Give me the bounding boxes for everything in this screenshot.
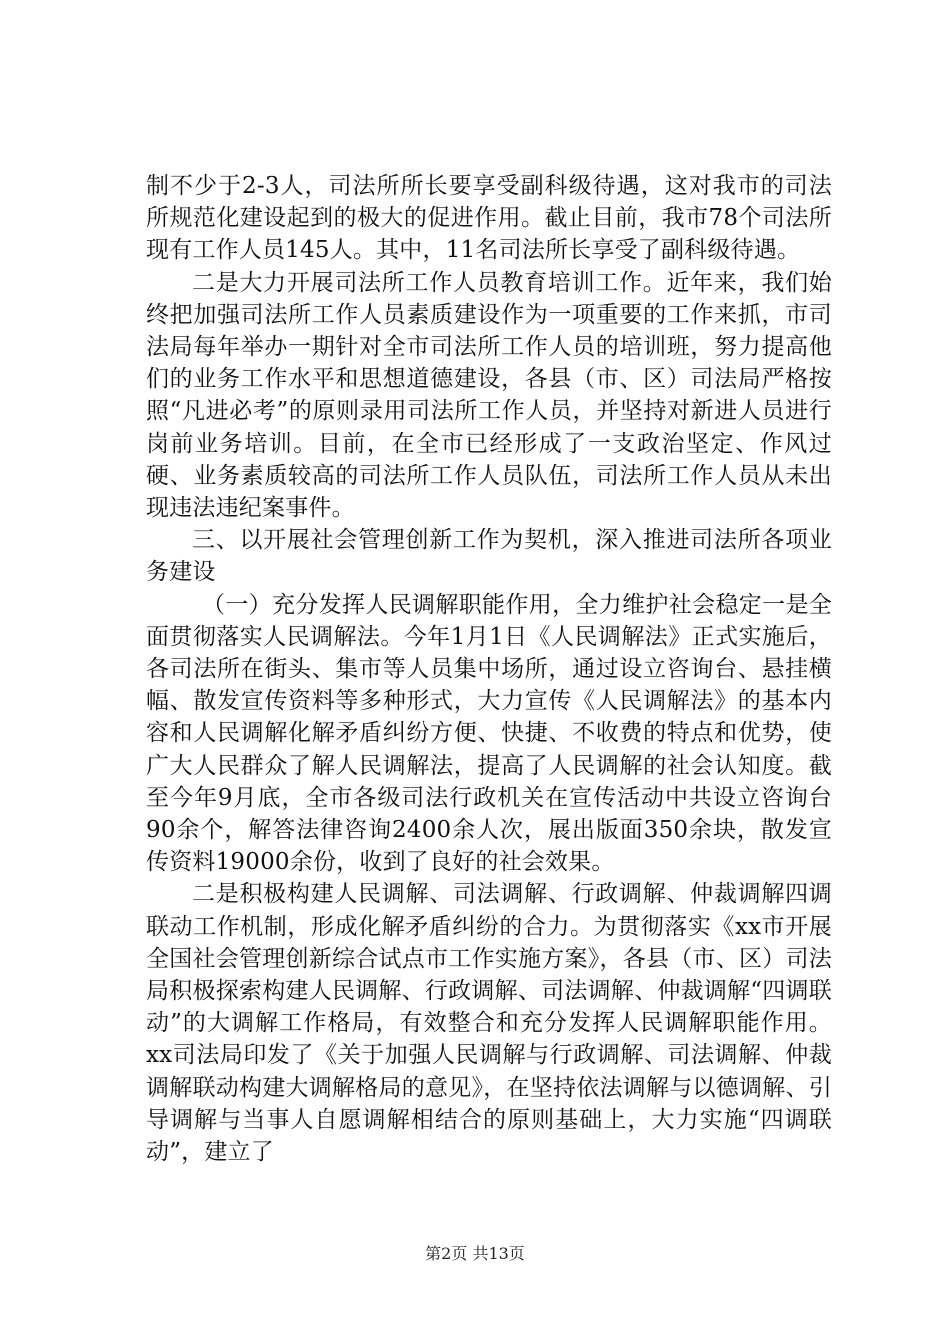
paragraph-four-linkage: 二是积极构建人民调解、司法调解、行政调解、仲裁调解四调联动工作机制，形成化解矛盾纠纷的合力。为贯彻落实《xx市开展全国社会管理创新综合试点市工作实施方案》，各县（市、区）司法局积极探索构建人民调解、行政调解、司法调解、仲裁调解“四调联动”的大调解工作格局，有效整合和充分发挥人民调解职能作用。xx司法局印发了《关于加强人民调解与行政调解、司法调解、仲裁调解联动构建大调解格局的意见》，在坚持依法调解与以德调解、引导调解与当事人自愿调解相结合的原则基础上，大力实施“四调联动”，建立了 (146, 881, 832, 1166)
paragraph-training: 二是大力开展司法所工作人员教育培训工作。近年来，我们始终把加强司法所工作人员素质建设作为一项重要的工作来抓，市司法局每年举办一期针对全市司法所工作人员的培训班，努力提高他们的业务工作水平和思想道德建设，各县（市、区）司法局严格按照“凡进必考”的原则录用司法所工作人员，并坚持对新进人员进行岗前业务培训。目前，在全市已经形成了一支政治坚定、作风过硬、业务素质较高的司法所工作人员队伍，司法所工作人员从未出现违法违纪案事件。 (146, 269, 832, 522)
paragraph-continuation: 制不少于2-3人，司法所所长要享受副科级待遇，这对我市的司法所规范化建设起到的极大的促进作用。截止目前，我市78个司法所现有工作人员145人。其中，11名司法所长享受了副科级待遇。 (146, 173, 832, 264)
section-heading: 三、以开展社会管理创新工作为契机，深入推进司法所各项业务建设 (146, 527, 832, 586)
document-body (146, 170, 832, 1168)
page-footer: 第2页 共13页 (425, 1244, 525, 1263)
paragraph-mediation-law: （一）充分发挥人民调解职能作用，全力维护社会稳定一是全面贯彻落实人民调解法。今年1月1日《人民调解法》正式实施后，各司法所在街头、集市等人员集中场所，通过设立咨询台、悬挂横幅、散发宣传资料等多种形式，大力宣传《人民调解法》的基本内容和人民调解化解矛盾纠纷方便、快捷、不收费的特点和优势，使广大人民群众了解人民调解法，提高了人民调解的社会认知度。截至今年9月底，全市各级司法行政机关在宣传活动中共设立咨询台90余个，解答法律咨询2400余人次，展出版面350余块，散发宣传资料19000余份，收到了良好的社会效果。 (146, 591, 832, 876)
